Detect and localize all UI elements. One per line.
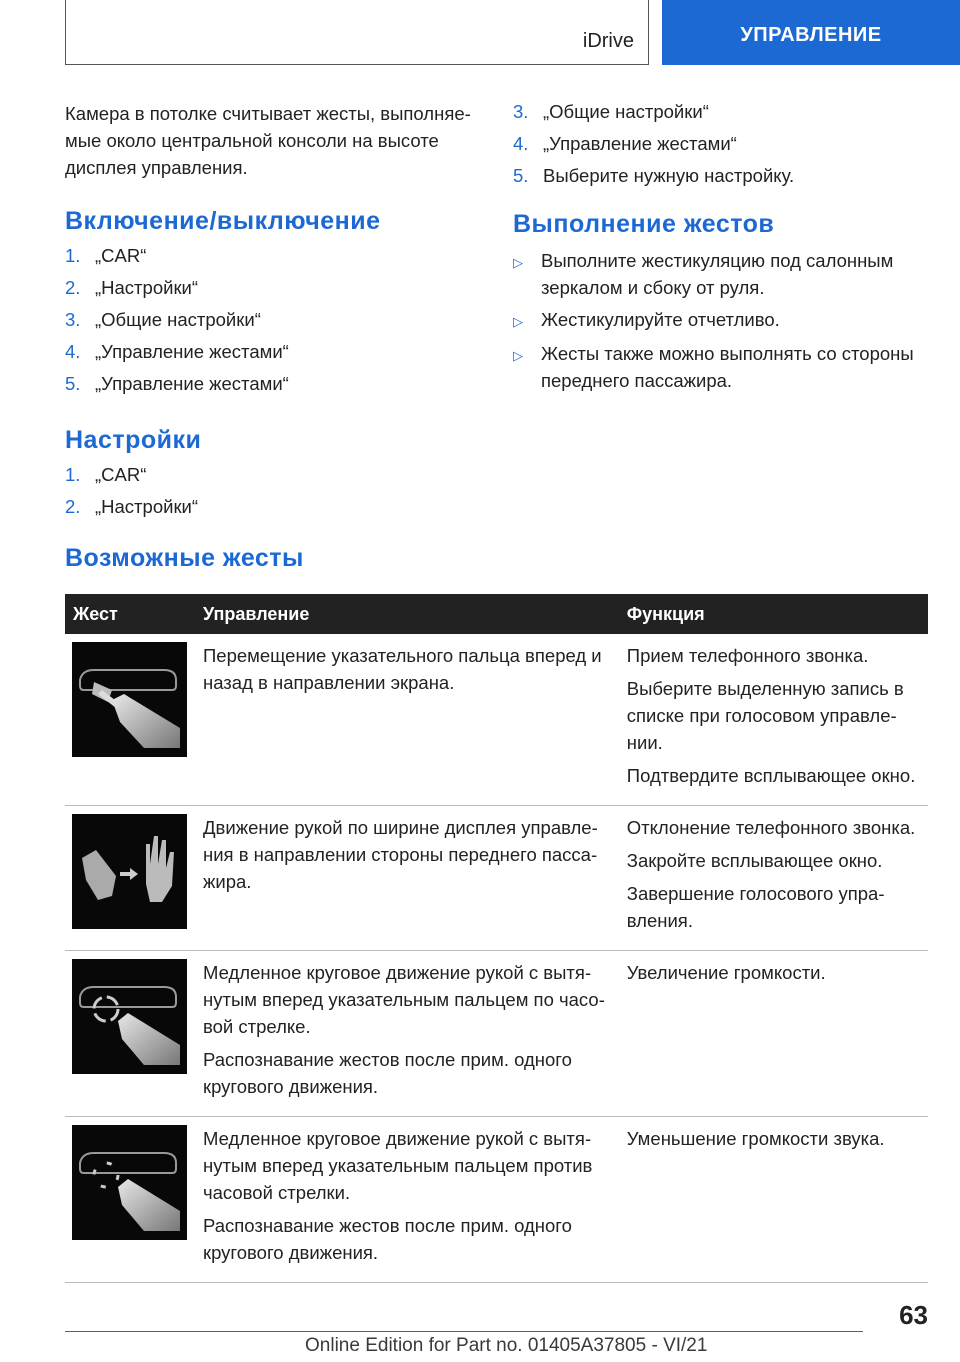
- onoff-steps: [65, 240, 485, 400]
- control-text: Перемещение указательного пальца вперед и назад в направлении экрана.: [203, 645, 602, 693]
- control-text: Движение рукой по ширине дисплея управления в направлении стороны переднего пассажира.: [203, 817, 598, 892]
- col-function: Функция: [619, 594, 928, 634]
- section-tab[interactable]: УПРАВЛЕНИЕ: [662, 0, 960, 65]
- col-gesture: Жест: [65, 594, 195, 634]
- right-column: [513, 100, 933, 399]
- function-text: Увеличение громкости.: [626, 962, 826, 983]
- table-row: [65, 634, 928, 806]
- footer-divider: [65, 1331, 863, 1332]
- gestures-heading: Возможные жесты: [65, 544, 304, 572]
- step-item: 1. „CAR“: [65, 464, 147, 485]
- table-row: [65, 1117, 928, 1283]
- footer-edition: Online Edition for Part no. 01405A37805 - VI/21: [305, 1335, 708, 1356]
- function-text: Прием телефонного звонка.: [626, 645, 869, 666]
- function-text: Подтвердите всплывающее окно.: [626, 765, 916, 786]
- page-number: 63: [899, 1300, 928, 1330]
- control-text: Медленное круговое движение рукой с вытянутым вперед указательным пальцем по часовой стрелке.: [203, 962, 605, 1037]
- step-item: 4. „Управление жестами“: [513, 133, 737, 154]
- step-item: 5. „Управление жестами“: [65, 373, 289, 394]
- left-column: [65, 100, 485, 523]
- onoff-heading: Включение/выключение: [65, 207, 381, 235]
- function-text: Уменьшение громкости звука.: [626, 1128, 885, 1149]
- bullet-item: ▷ Выполните жестикуляцию под салонным зеркалом и сбоку от руля.: [513, 247, 933, 301]
- control-text: Распознавание жестов после прим. одного кругового движения.: [203, 1215, 572, 1263]
- table-row: [65, 951, 928, 1117]
- continued-steps: [513, 96, 933, 192]
- step-item: 3. „Общие настройки“: [65, 309, 261, 330]
- triangle-bullet-icon: ▷: [513, 314, 523, 329]
- settings-heading: Настройки: [65, 426, 202, 454]
- control-text: Распознавание жестов после прим. одного кругового движения.: [203, 1049, 572, 1097]
- step-item: 5. Выберите нужную настройку.: [513, 165, 795, 186]
- step-item: 1. „CAR“: [65, 245, 147, 266]
- intro-paragraph: Камера в потолке считывает жесты, выполняемые около центральной консоли на высоте дисплея управления.: [65, 103, 471, 178]
- finger-forward-back-icon: [72, 642, 187, 757]
- table-row: [65, 806, 928, 951]
- col-control: Управление: [195, 594, 619, 634]
- step-item: 4. „Управление жестами“: [65, 341, 289, 362]
- bullet-item: ▷ Жесты также можно выполнять со стороны переднего пассажира.: [513, 340, 933, 394]
- bullet-item: ▷ Жестикулируйте отчетливо.: [513, 306, 933, 335]
- gestures-table: [65, 594, 928, 1283]
- perform-bullets: [513, 247, 933, 394]
- circle-clockwise-icon: [72, 959, 187, 1074]
- step-item: 2. „Настройки“: [65, 277, 199, 298]
- function-text: Отклонение телефонного звонка.: [626, 817, 916, 838]
- function-text: Закройте всплывающее окно.: [626, 850, 883, 871]
- triangle-bullet-icon: ▷: [513, 348, 523, 363]
- function-text: Выберите выделенную запись в списке при голосовом управлении.: [626, 678, 904, 753]
- step-item: 2. „Настройки“: [65, 496, 199, 517]
- step-item: 3. „Общие настройки“: [513, 101, 709, 122]
- perform-heading: Выполнение жестов: [513, 210, 775, 238]
- table-header-row: [65, 594, 928, 634]
- triangle-bullet-icon: ▷: [513, 255, 523, 270]
- settings-steps: [65, 459, 485, 523]
- header-chapter-box: [65, 0, 649, 65]
- chapter-title: iDrive: [582, 30, 634, 52]
- circle-counterclockwise-icon: [72, 1125, 187, 1240]
- control-text: Медленное круговое движение рукой с вытянутым вперед указательным пальцем против часовой стрелки.: [203, 1128, 593, 1203]
- function-text: Завершение голосового управления.: [626, 883, 885, 931]
- hand-swipe-icon: [72, 814, 187, 929]
